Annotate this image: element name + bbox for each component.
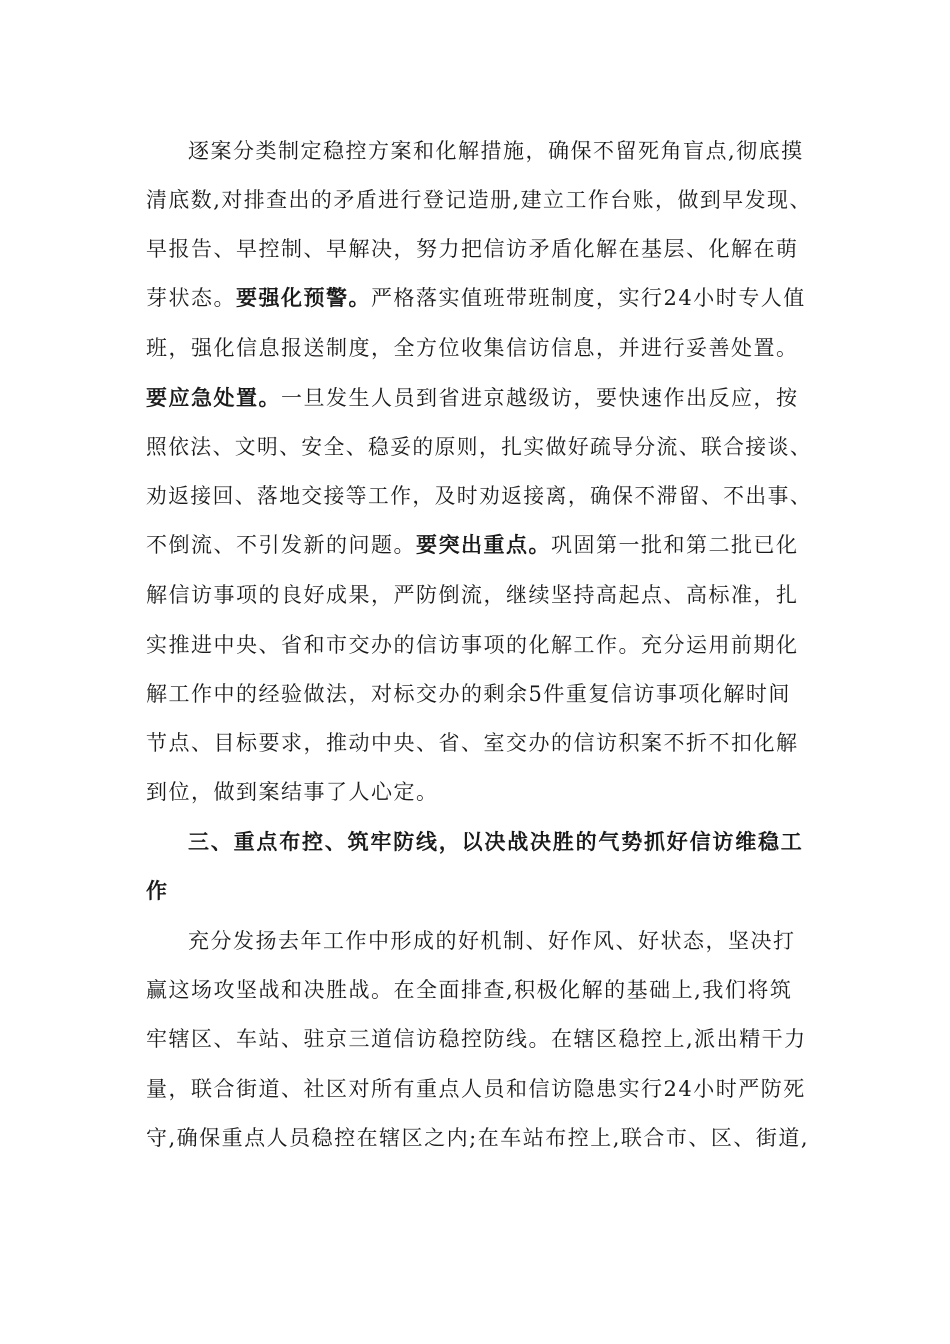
text-segment: 牢辖区、车站、驻京三道信访稳控防线。在辖区稳控上,派出精干力 xyxy=(146,1027,807,1051)
section-heading: 作 xyxy=(146,878,169,903)
text-segment: 解信访事项的良好成果，严防倒流，继续坚持高起点、高标准，扎 xyxy=(146,583,799,607)
bold-heading-inline: 要应急处置。 xyxy=(146,385,281,410)
text-line xyxy=(146,1118,809,1158)
section-heading-line xyxy=(146,871,169,911)
text-line xyxy=(146,772,439,812)
text-segment: 量，联合街道、社区对所有重点人员和信访隐患实行24小时严防死 xyxy=(146,1077,806,1101)
text-line xyxy=(146,723,799,763)
text-segment: 到位，做到案结事了人心定。 xyxy=(146,780,439,804)
text-line xyxy=(146,625,799,665)
text-line xyxy=(146,1069,806,1109)
text-segment: 守,确保重点人员稳控在辖区之内;在车站布控上,联合市、区、街道, xyxy=(146,1126,810,1150)
text-segment: 班，强化信息报送制度，全方位收集信访信息，并进行妥善处置。 xyxy=(146,336,799,360)
text-segment: 逐案分类制定稳控方案和化解措施，确保不留死角盲点,彻底摸 xyxy=(188,139,804,163)
text-segment: 实推进中央、省和市交办的信访事项的化解工作。充分运用前期化 xyxy=(146,633,799,657)
text-line xyxy=(188,131,804,171)
bold-heading-inline: 要突出重点。 xyxy=(416,532,551,557)
text-line xyxy=(146,328,799,368)
text-line xyxy=(146,278,806,318)
text-line xyxy=(146,229,799,269)
text-line xyxy=(146,378,799,418)
text-line xyxy=(146,180,812,220)
text-line xyxy=(146,427,812,467)
text-segment: 节点、目标要求，推动中央、省、室交办的信访积案不折不扣化解 xyxy=(146,731,799,755)
text-segment: 清底数,对排查出的矛盾进行登记造册,建立工作台账，做到早发现、 xyxy=(146,188,812,212)
text-line xyxy=(146,575,799,615)
section-heading-line xyxy=(188,822,804,862)
text-segment: 严格落实值班带班制度，实行24小时专人值 xyxy=(371,286,806,310)
text-line xyxy=(146,1019,807,1059)
text-segment: 充分发扬去年工作中形成的好机制、好作风、好状态，坚决打 xyxy=(188,929,796,953)
text-segment: 早报告、早控制、早解决，努力把信访矛盾化解在基层、化解在萌 xyxy=(146,237,799,261)
text-line xyxy=(188,921,796,961)
text-segment: 一旦发生人员到省进京越级访，要快速作出反应，按 xyxy=(281,386,799,410)
text-line xyxy=(146,525,799,565)
text-line xyxy=(146,674,791,714)
text-line xyxy=(146,970,792,1010)
text-segment: 解工作中的经验做法，对标交办的剩余5件重复信访事项化解时间 xyxy=(146,682,791,706)
text-segment: 不倒流、不引发新的问题。 xyxy=(146,533,416,557)
bold-heading-inline: 要强化预警。 xyxy=(236,285,371,310)
text-segment: 巩固第一批和第二批已化 xyxy=(551,533,799,557)
text-segment: 赢这场攻坚战和决胜战。在全面排查,积极化解的基础上,我们将筑 xyxy=(146,978,793,1002)
text-segment: 芽状态。 xyxy=(146,286,236,310)
text-line xyxy=(146,476,812,516)
text-segment: 照依法、文明、安全、稳妥的原则，扎实做好疏导分流、联合接谈、 xyxy=(146,435,813,459)
text-segment: 劝返接回、落地交接等工作，及时劝返接离，确保不滞留、不出事、 xyxy=(146,484,813,508)
section-heading: 三、重点布控、筑牢防线，以决战决胜的气势抓好信访维稳工 xyxy=(188,829,804,854)
